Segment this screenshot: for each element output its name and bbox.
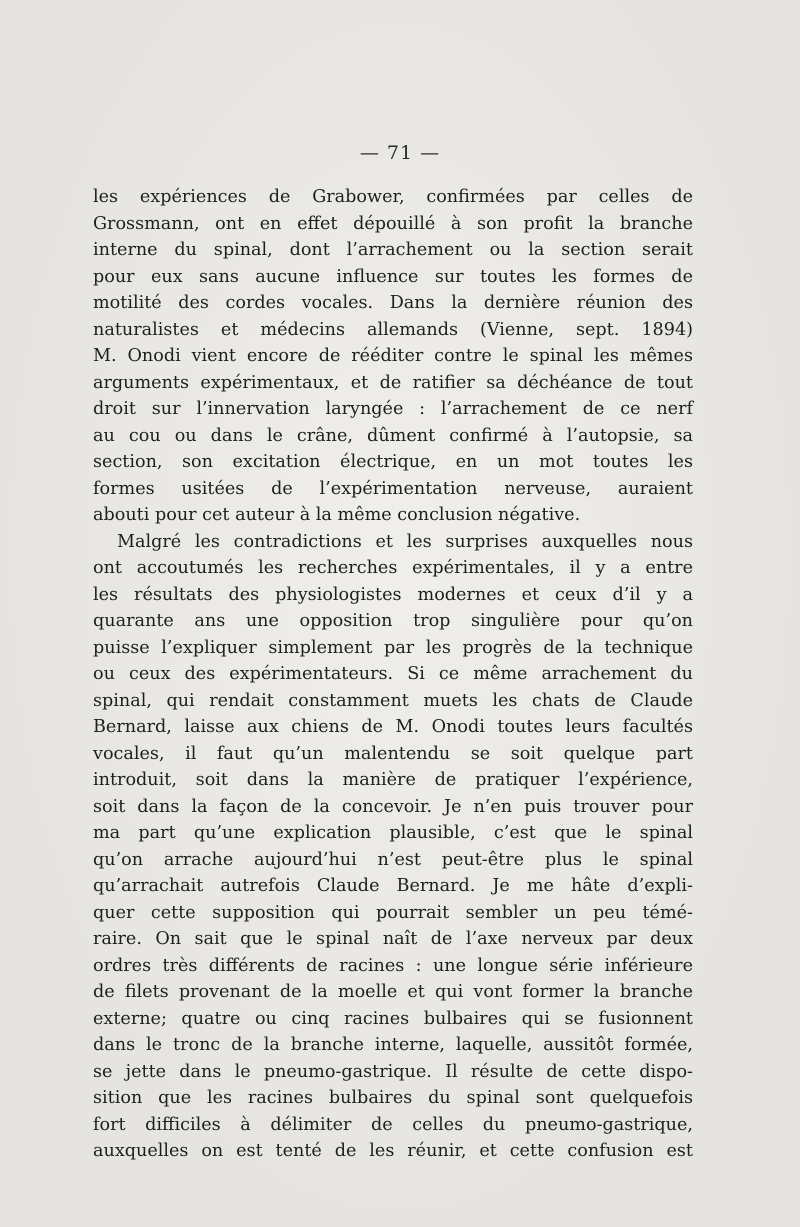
text-line: qu’arrachait autrefois Claude Bernard. Je me hâte d’expli-	[93, 876, 693, 896]
text-line: dans le tronc de la branche interne, laquelle, aussitôt formée,	[93, 1035, 693, 1055]
text-line: formes usitées de l’expérimentation nerveuse, auraient	[93, 478, 693, 499]
text-line: externe; quatre ou cinq racines bulbaires qui se fusionnent	[93, 1008, 693, 1029]
text-line: sition que les racines bulbaires du spinal sont quelquefois	[93, 1088, 693, 1108]
page-number: — 71 —	[359, 142, 441, 164]
text-line: ordres très différents de racines : une longue série inférieure	[93, 955, 693, 976]
text-line: les expériences de Grabower, confirmées par celles de	[93, 187, 693, 207]
text-line: quarante ans une opposition trop singulière pour qu’on	[93, 611, 693, 631]
text-line: soit dans la façon de la concevoir. Je n’en puis trouver pour	[93, 796, 693, 817]
text-line: puisse l’expliquer simplement par les progrès de la technique	[93, 637, 693, 658]
text-line: Grossmann, ont en effet dépouillé à son profit la branche	[93, 213, 693, 234]
text-line: Malgré les contradictions et les surprises auxquelles nous	[117, 531, 693, 552]
text-line: fort difficiles à délimiter de celles du pneumo-gastrique,	[93, 1114, 693, 1135]
text-line: raire. On sait que le spinal naît de l’axe nerveux par deux	[93, 929, 693, 949]
text-line: quer cette supposition qui pourrait sembler un peu témé-	[93, 902, 693, 923]
text-line: de filets provenant de la moelle et qui vont former la branche	[93, 982, 693, 1002]
text-line: qu’on arrache aujourd’hui n’est peut-être plus le spinal	[93, 849, 693, 870]
text-line: ont accoutumés les recherches expérimentales, il y a entre	[93, 558, 693, 578]
text-line: section, son excitation électrique, en un mot toutes les	[93, 452, 693, 472]
body-text	[93, 184, 693, 1165]
text-line: M. Onodi vient encore de rééditer contre le spinal les mêmes	[93, 346, 693, 366]
text-line: Bernard, laisse aux chiens de M. Onodi toutes leurs facultés	[93, 717, 693, 737]
text-line: arguments expérimentaux, et de ratifier sa déchéance de tout	[93, 372, 693, 393]
text-line: ou ceux des expérimentateurs. Si ce même arrachement du	[93, 664, 693, 684]
text-line: spinal, qui rendait constamment muets les chats de Claude	[93, 690, 693, 711]
text-line: les résultats des physiologistes modernes et ceux d’il y a	[93, 584, 693, 605]
text-line: vocales, il faut qu’un malentendu se soit quelque part	[93, 743, 693, 764]
text-line: au cou ou dans le crâne, dûment confirmé à l’autopsie, sa	[93, 425, 693, 446]
text-line: ma part qu’une explication plausible, c’est que le spinal	[93, 823, 693, 843]
text-line: pour eux sans aucune influence sur toutes les formes de	[93, 266, 693, 287]
text-line: se jette dans le pneumo-gastrique. Il résulte de cette dispo-	[93, 1061, 693, 1082]
text-line: interne du spinal, dont l’arrachement ou la section serait	[93, 240, 693, 260]
text-line: droit sur l’innervation laryngée : l’arrachement de ce nerf	[93, 399, 693, 419]
text-line: introduit, soit dans la manière de pratiquer l’expérience,	[93, 770, 693, 790]
text-line: motilité des cordes vocales. Dans la dernière réunion des	[93, 293, 693, 313]
text-line: naturalistes et médecins allemands (Vienne, sept. 1894)	[93, 319, 693, 340]
text-line: auxquelles on est tenté de les réunir, et cette confusion est	[93, 1141, 693, 1161]
text-line: abouti pour cet auteur à la même conclusion négative.	[93, 505, 581, 525]
